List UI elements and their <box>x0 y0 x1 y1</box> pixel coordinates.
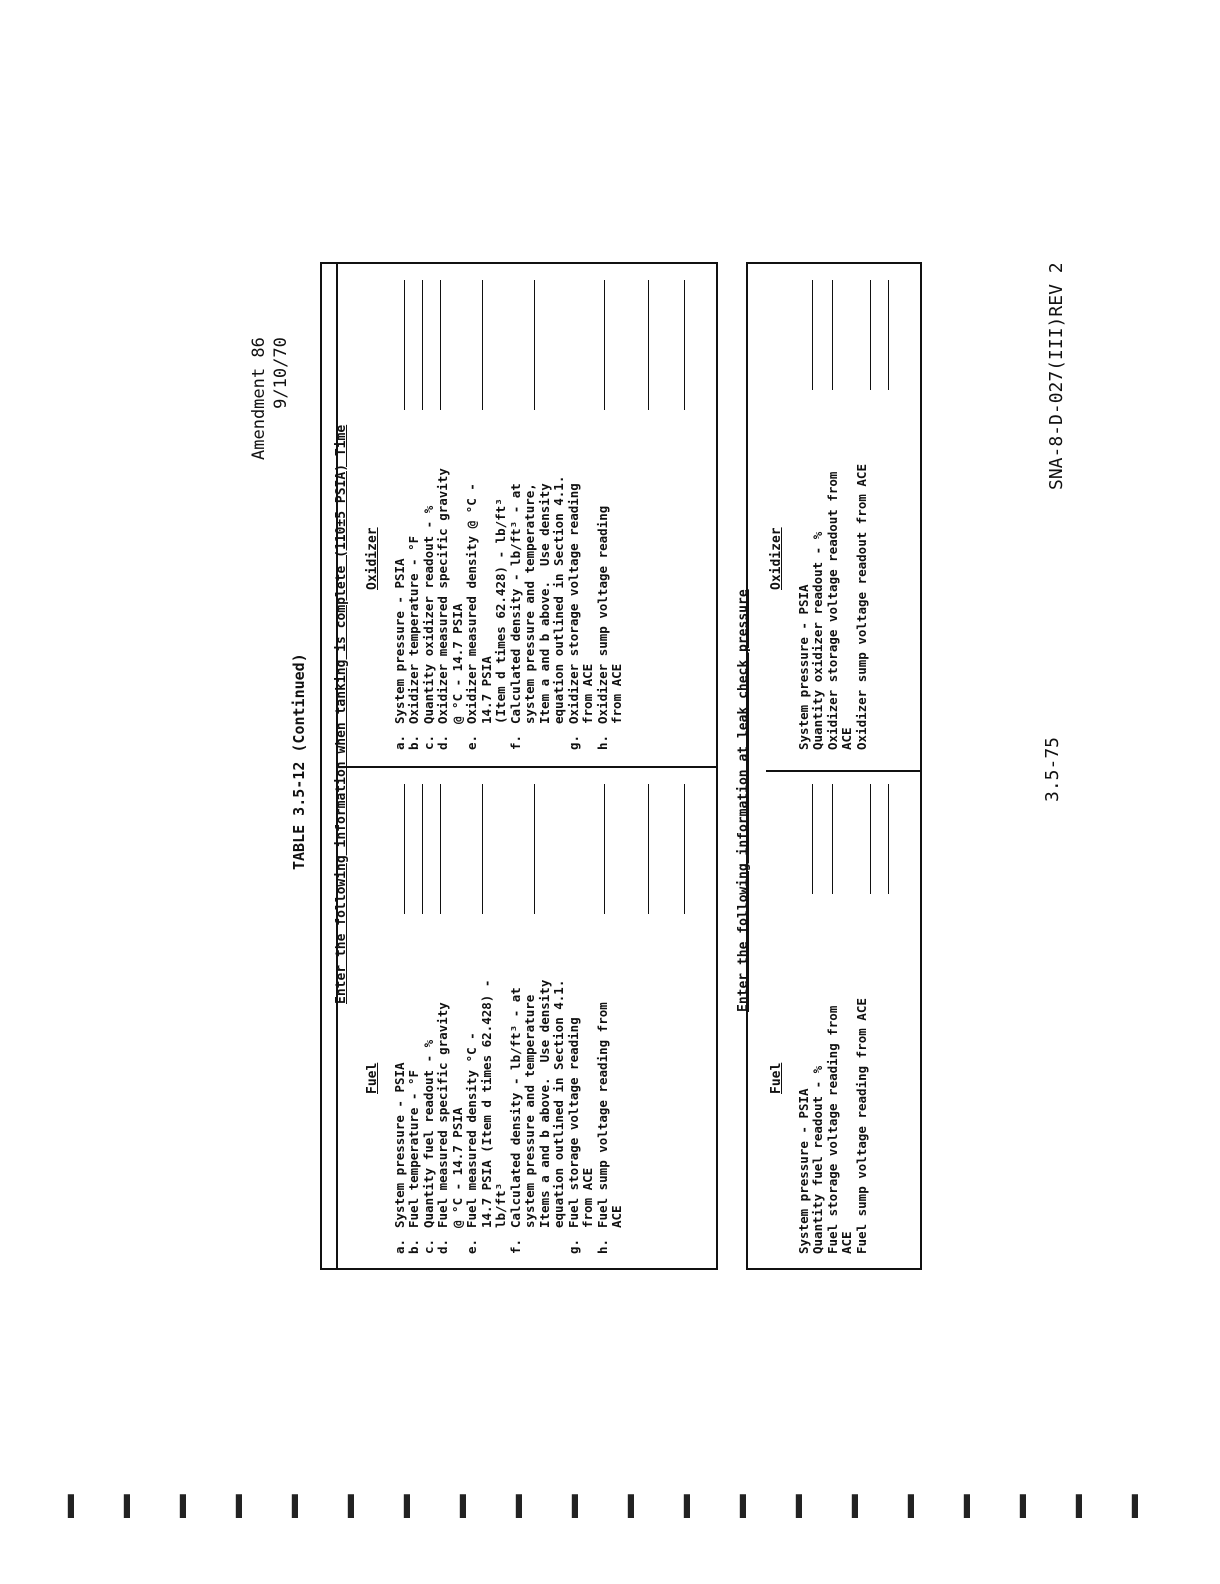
page-number: 3.5-75 <box>1042 736 1063 802</box>
item-text: Calculated density - lb/ft³ - at system pressure and temperature, Item a and b above. Use density equation outlined in Section 4.1. <box>507 475 566 724</box>
item-text: Quantity oxidizer readout - % <box>810 531 825 750</box>
list-item <box>407 980 422 1254</box>
item-label: h. <box>594 1238 610 1254</box>
entry-blank-line <box>422 280 423 410</box>
scan-marks <box>0 1488 1220 1518</box>
entry-blank-line <box>534 784 535 914</box>
item-label: a. <box>391 734 407 750</box>
column-divider <box>766 770 920 772</box>
list-item <box>596 980 625 1254</box>
item-label: d. <box>435 734 450 750</box>
entry-blank-line <box>870 784 871 894</box>
entry-blank-line <box>482 784 483 914</box>
entry-blank-line <box>648 280 649 410</box>
scan-mark: ▌ <box>124 1494 137 1518</box>
list-item <box>811 998 826 1254</box>
entry-blank-line <box>482 280 483 410</box>
fuel-column <box>366 980 625 1254</box>
list-item <box>509 468 567 750</box>
entry-blank-line <box>404 280 405 410</box>
item-text: Oxidizer storage voltage readout from ACE <box>824 471 854 750</box>
entry-blank-line <box>832 280 833 390</box>
entry-blank-line <box>684 784 685 914</box>
section1-title: Enter the following information when tanking is complete (110±5 PSIA) Time <box>334 424 349 1004</box>
item-text: Quantity fuel readout - % <box>810 1065 825 1254</box>
item-text: System pressure - PSIA <box>391 1062 407 1228</box>
list-item <box>596 468 625 750</box>
list-item <box>826 998 855 1254</box>
scan-mark: ▌ <box>1132 1494 1145 1518</box>
list-item <box>465 980 509 1254</box>
column-heading: Fuel <box>769 1062 784 1094</box>
column-heading: Oxidizer <box>769 527 784 590</box>
entry-blank-line <box>422 784 423 914</box>
entry-blank-line <box>440 784 441 914</box>
list-item <box>797 464 812 750</box>
list-item <box>797 998 812 1254</box>
column-heading: Fuel <box>365 1062 380 1094</box>
item-text: Oxidizer sump voltage readout from ACE <box>853 464 869 750</box>
item-text: Fuel temperature - °F <box>406 1069 421 1228</box>
list-item <box>393 468 408 750</box>
section2-title: Enter the following information at leak check pressure <box>736 589 751 1012</box>
entry-blank-line <box>832 784 833 894</box>
item-label: d. <box>435 1238 450 1254</box>
entry-blank-line <box>684 280 685 410</box>
entry-blank-line <box>870 280 871 390</box>
item-label: b. <box>406 1238 421 1254</box>
list-item <box>407 468 422 750</box>
item-text: Oxidizer measured density @ °C - 14.7 PSIA (Item d times 62.428) - lb/ft³ <box>464 483 508 724</box>
item-text: Oxidizer temperature - °F <box>406 535 421 724</box>
scan-mark: ▌ <box>1076 1494 1089 1518</box>
item-label: a. <box>391 1238 407 1254</box>
scan-mark: ▌ <box>740 1494 753 1518</box>
item-text: System pressure - PSIA <box>391 558 407 724</box>
amendment-date: 9/10/70 <box>271 337 291 409</box>
scan-mark: ▌ <box>908 1494 921 1518</box>
item-text: Calculated density - lb/ft³ - at system pressure and temperature Items a and b above. Use density equation outlined in Section 4.1. <box>507 979 566 1228</box>
item-text: Fuel measured density °C - 14.7 PSIA (Item d times 62.428) - lb/ft³ <box>464 979 508 1228</box>
item-text: Fuel storage voltage reading from ACE <box>824 1005 854 1254</box>
list-item <box>465 468 509 750</box>
list-item <box>422 980 437 1254</box>
item-text: Fuel sump voltage reading from ACE <box>594 1002 624 1228</box>
scan-mark: ▌ <box>628 1494 641 1518</box>
scan-mark: ▌ <box>460 1494 473 1518</box>
amendment-label: Amendment 86 <box>249 337 269 460</box>
list-item <box>422 468 437 750</box>
item-text: Fuel measured specific gravity @ °C - 14.7 PSIA <box>435 1002 465 1228</box>
item-label: g. <box>565 734 581 750</box>
scan-mark: ▌ <box>964 1494 977 1518</box>
entry-blank-line <box>604 280 605 410</box>
entry-blank-line <box>648 784 649 914</box>
item-text: Quantity fuel readout - % <box>420 1039 436 1228</box>
scan-mark: ▌ <box>516 1494 529 1518</box>
entry-blank-line <box>604 784 605 914</box>
list-item <box>855 464 870 750</box>
list-item <box>436 980 465 1254</box>
item-label: f. <box>507 734 523 750</box>
item-label: h. <box>594 734 610 750</box>
scan-mark: ▌ <box>236 1494 249 1518</box>
list-item <box>567 468 596 750</box>
column-divider <box>336 766 716 768</box>
table-title: TABLE 3.5-12 (Continued) <box>290 653 308 870</box>
item-label: g. <box>565 1238 581 1254</box>
item-text: Quantity oxidizer readout - % <box>420 505 436 724</box>
oxidizer-column <box>366 468 625 750</box>
item-text: Fuel sump voltage reading from ACE <box>853 998 869 1254</box>
scan-mark: ▌ <box>684 1494 697 1518</box>
entry-blank-line <box>534 280 535 410</box>
list-item <box>393 980 408 1254</box>
document-id: SNA-8-D-027(III)REV 2 <box>1046 262 1067 490</box>
scan-mark: ▌ <box>404 1494 417 1518</box>
scan-mark: ▌ <box>180 1494 193 1518</box>
list-item <box>855 998 870 1254</box>
list-item <box>811 464 826 750</box>
item-label: f. <box>507 1238 523 1254</box>
list-item <box>509 980 567 1254</box>
leak-fuel-column <box>770 998 869 1254</box>
list-item <box>436 468 465 750</box>
scan-mark: ▌ <box>852 1494 865 1518</box>
entry-blank-line <box>404 784 405 914</box>
entry-blank-line <box>888 784 889 894</box>
entry-blank-line <box>888 280 889 390</box>
item-label: c. <box>420 1238 436 1254</box>
list-item <box>567 980 596 1254</box>
entry-blank-line <box>812 784 813 894</box>
item-label: c. <box>420 734 436 750</box>
item-text: System pressure - PSIA <box>795 584 811 750</box>
scan-mark: ▌ <box>1020 1494 1033 1518</box>
scan-mark: ▌ <box>292 1494 305 1518</box>
leak-oxidizer-column <box>770 464 869 750</box>
item-text: Fuel storage voltage reading from ACE <box>565 1017 595 1228</box>
item-label: b. <box>406 734 421 750</box>
scan-mark: ▌ <box>796 1494 809 1518</box>
list-item <box>826 464 855 750</box>
item-text: Oxidizer sump voltage reading from ACE <box>594 505 624 724</box>
entry-blank-line <box>440 280 441 410</box>
scan-mark: ▌ <box>348 1494 361 1518</box>
item-text: Oxidizer storage voltage reading from ACE <box>565 483 595 724</box>
column-heading: Oxidizer <box>365 527 380 590</box>
scan-mark: ▌ <box>572 1494 585 1518</box>
entry-blank-line <box>812 280 813 390</box>
item-text: System pressure - PSIA <box>795 1088 811 1254</box>
item-text: Oxidizer measured specific gravity @ °C - 14.7 PSIA <box>435 468 465 724</box>
amendment-header <box>248 337 292 460</box>
item-label: e. <box>464 734 479 750</box>
item-label: e. <box>464 1238 479 1254</box>
scan-mark: ▌ <box>68 1494 81 1518</box>
